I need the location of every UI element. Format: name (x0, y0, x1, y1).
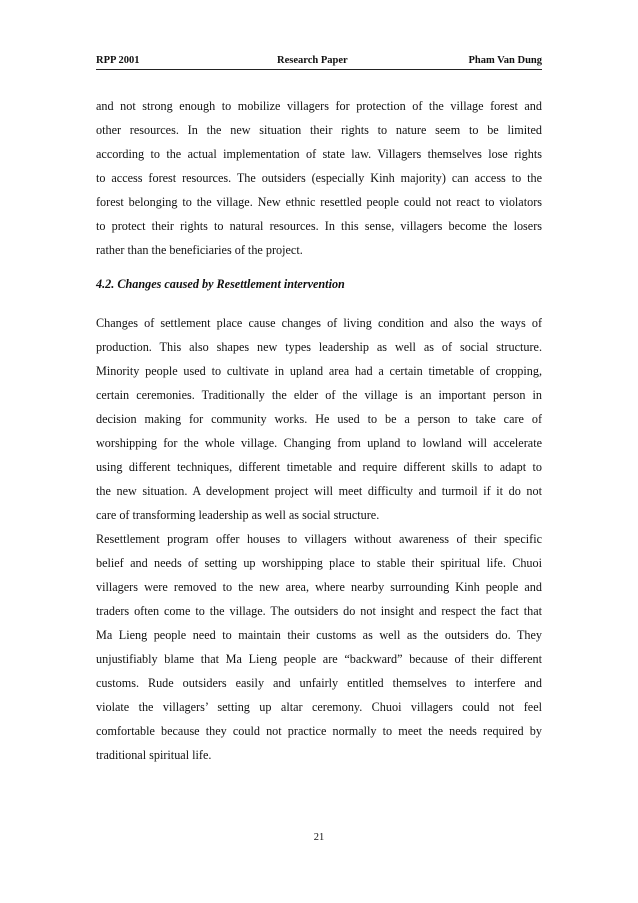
text-line: Changes of settlement place cause changes of living condition and also the ways of (96, 316, 542, 330)
text-line: worshipping for the whole village. Changing from upland to lowland will accelerate (96, 436, 542, 450)
page-number: 21 (313, 832, 325, 843)
text-line: violate the villagers’ setting up altar ceremony. Chuoi villagers could not feel (96, 700, 542, 714)
paragraph-resettlement-program (96, 527, 542, 767)
text-line: belief and needs of setting up worshipping place to stable their spiritual life. Chuoi (96, 556, 542, 570)
text-line: decision making for community works. He used to be a person to take care of (96, 412, 542, 426)
text-line: traders often come to the village. The outsiders do not insight and respect the fact that (96, 604, 542, 618)
text-line: Minority people used to cultivate in upland area had a certain timetable of cropping, (96, 364, 542, 378)
text-line: rather than the beneficiaries of the project. (96, 243, 303, 257)
text-line: unjustifiably blame that Ma Lieng people are “backward” because of their different (96, 652, 542, 666)
text-line: forest belonging to the village. New ethnic resettled people could not react to violators (96, 195, 542, 209)
text-line: using different techniques, different timetable and require different skills to adapt to (96, 460, 542, 474)
text-line: and not strong enough to mobilize villagers for protection of the village forest and (96, 99, 542, 113)
section-heading: 4.2. Changes caused by Resettlement intervention (96, 277, 345, 291)
text-line: care of transforming leadership as well as social structure. (96, 508, 380, 522)
text-line: traditional spiritual life. (96, 748, 212, 762)
text-line: villagers were removed to the new area, where nearby surrounding Kinh people and (96, 580, 542, 594)
text-line: Ma Lieng people need to maintain their customs as well as the outsiders do. They (96, 628, 542, 642)
paragraph-resource-rights (96, 94, 542, 262)
paragraph-settlement-changes (96, 311, 542, 527)
text-line: to protect their rights to natural resources. In this sense, villagers become the losers (96, 219, 542, 233)
text-line: comfortable because they could not practice normally to meet the needs required by (96, 724, 542, 738)
text-line: to access forest resources. The outsiders (especially Kinh majority) can access to the (96, 171, 542, 185)
header-author: Pham Van Dung (468, 55, 542, 66)
text-line: customs. Rude outsiders easily and unfairly entitled themselves to interfere and (96, 676, 542, 690)
text-line: certain ceremonies. Traditionally the elder of the village is an important person in (96, 388, 542, 402)
text-line: the new situation. A development project will meet difficulty and turmoil if it do not (96, 484, 542, 498)
header-report-code: RPP 2001 (96, 55, 140, 66)
page-header (96, 55, 542, 70)
text-line: Resettlement program offer houses to villagers without awareness of their specific (96, 532, 542, 546)
text-line: production. This also shapes new types leadership as well as of social structure. (96, 340, 542, 354)
header-document-type: Research Paper (277, 55, 348, 66)
text-line: according to the actual implementation of state law. Villagers themselves lose rights (96, 147, 542, 161)
text-line: other resources. In the new situation their rights to nature seem to be limited (96, 123, 542, 137)
